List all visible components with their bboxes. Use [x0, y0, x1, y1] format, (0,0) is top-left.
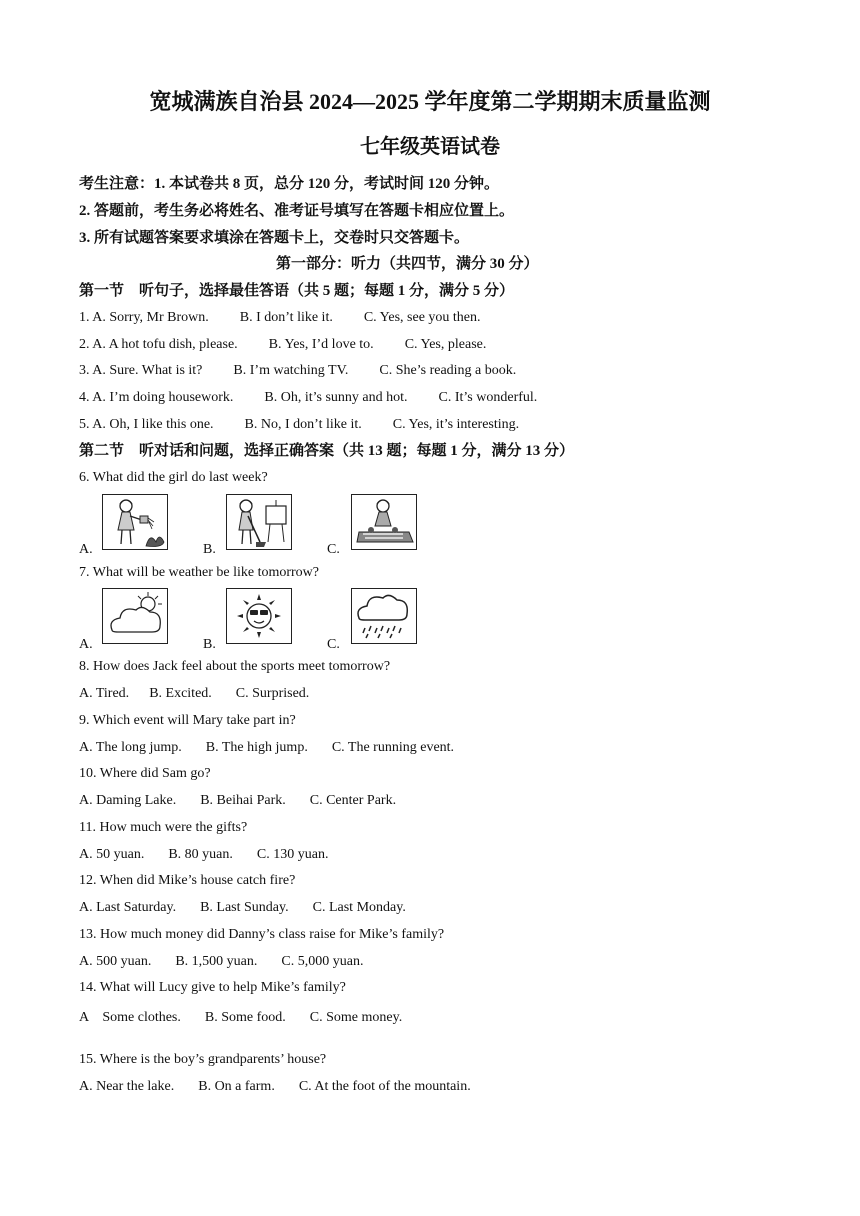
q1-option-a: 1. A. Sorry, Mr Brown. [79, 310, 209, 325]
q15-options [79, 1078, 471, 1096]
q6-question: 6. What did the girl do last week? [79, 470, 268, 485]
q4-option-c: C. It’s wonderful. [438, 390, 538, 405]
q5-option-b: B. No, I don’t like it. [244, 417, 362, 432]
q6-label-c: C. [327, 542, 340, 557]
q8-option-a: A. Tired. [79, 686, 130, 701]
q9-option-c: C. The running event. [331, 740, 455, 755]
q8-question: 8. How does Jack feel about the sports meet tomorrow? [79, 659, 391, 674]
girl-watering-plants-icon [102, 494, 168, 550]
q14-option-c: C. Some money. [309, 1010, 403, 1025]
q1-option-c: C. Yes, see you then. [363, 310, 481, 325]
q11-options [79, 846, 328, 864]
girl-sweeping-icon [226, 494, 292, 550]
q1-row [79, 309, 481, 327]
note-1: 考生注意：1. 本试卷共 8 页，总分 120 分，考试时间 120 分钟。 [79, 176, 500, 192]
q4-option-b: B. Oh, it’s sunny and hot. [264, 390, 408, 405]
section1-heading: 第一节 听句子，选择最佳答语（共 5 题；每题 1 分，满分 5 分） [79, 283, 515, 299]
q15-option-b: B. On a farm. [198, 1079, 275, 1094]
q12-question: 12. When did Mike’s house catch fire? [79, 873, 296, 888]
q12-option-b: B. Last Sunday. [200, 900, 289, 915]
q10-option-b: B. Beihai Park. [200, 793, 286, 808]
q14-options [79, 1009, 402, 1027]
q5-option-c: C. Yes, it’s interesting. [392, 417, 520, 432]
q11-option-b: B. 80 yuan. [168, 847, 233, 862]
q10-question: 10. Where did Sam go? [79, 766, 211, 781]
q11-question: 11. How much were the gifts? [79, 820, 248, 835]
q1-option-b: B. I don’t like it. [239, 310, 333, 325]
q15-option-a: A. Near the lake. [79, 1079, 175, 1094]
q7-label-b: B. [203, 637, 216, 652]
q11-option-c: C. 130 yuan. [256, 847, 329, 862]
q3-option-c: C. She’s reading a book. [379, 363, 517, 378]
q13-options [79, 953, 363, 971]
q2-option-b: B. Yes, I’d love to. [268, 337, 374, 352]
q7-label-a: A. [79, 637, 93, 652]
q11-option-a: A. 50 yuan. [79, 847, 145, 862]
q5-row [79, 416, 519, 434]
note-3: 3. 所有试题答案要求填涂在答题卡上，交卷时只交答题卡。 [79, 230, 470, 246]
q6-label-b: B. [203, 542, 216, 557]
q3-row [79, 362, 516, 380]
q10-option-c: C. Center Park. [309, 793, 397, 808]
q2-option-c: C. Yes, please. [404, 337, 487, 352]
part1-heading: 第一部分：听力（共四节，满分 30 分） [276, 256, 539, 272]
q13-option-b: B. 1,500 yuan. [175, 954, 258, 969]
note-2: 2. 答题前，考生务必将姓名、准考证号填写在答题卡相应位置上。 [79, 203, 515, 219]
q12-option-c: C. Last Monday. [312, 900, 406, 915]
cloudy-sun-icon [102, 588, 168, 644]
q9-options [79, 739, 454, 757]
q14-question: 14. What will Lucy give to help Mike’s family? [79, 980, 346, 995]
q14-option-b: B. Some food. [204, 1010, 286, 1025]
q2-row [79, 336, 486, 354]
exam-title: 宽城满族自治县 2024—2025 学年度第二学期期末质量监测 [149, 89, 711, 114]
q15-option-c: C. At the foot of the mountain. [298, 1079, 471, 1094]
q3-option-a: 3. A. Sure. What is it? [79, 363, 203, 378]
q8-options [79, 685, 309, 703]
q8-option-c: C. Surprised. [235, 686, 310, 701]
exam-subtitle: 七年级英语试卷 [360, 136, 500, 158]
sunny-icon [226, 588, 292, 644]
section2-heading: 第二节 听对话和问题，选择正确答案（共 13 题；每题 1 分，满分 13 分） [79, 443, 575, 459]
q13-option-c: C. 5,000 yuan. [281, 954, 364, 969]
q4-row [79, 389, 537, 407]
q13-question: 13. How much money did Danny’s class raise for Mike’s family? [79, 927, 445, 942]
q5-option-a: 5. A. Oh, I like this one. [79, 417, 214, 432]
rainy-cloud-icon [351, 588, 417, 644]
q9-option-a: A. The long jump. [79, 740, 182, 755]
q12-option-a: A. Last Saturday. [79, 900, 177, 915]
q9-question: 9. Which event will Mary take part in? [79, 713, 296, 728]
q8-option-b: B. Excited. [149, 686, 212, 701]
q4-option-a: 4. A. I’m doing housework. [79, 390, 234, 405]
q13-option-a: A. 500 yuan. [79, 954, 152, 969]
q7-question: 7. What will be weather be like tomorrow? [79, 565, 319, 580]
q6-label-a: A. [79, 542, 93, 557]
q9-option-b: B. The high jump. [205, 740, 308, 755]
girl-cooking-icon [351, 494, 417, 550]
q7-label-c: C. [327, 637, 340, 652]
q14-option-a: A Some clothes. [79, 1010, 181, 1025]
q3-option-b: B. I’m watching TV. [233, 363, 349, 378]
q12-options [79, 899, 406, 917]
q10-options [79, 792, 396, 810]
q15-question: 15. Where is the boy’s grandparents’ house? [79, 1052, 327, 1067]
q2-option-a: 2. A. A hot tofu dish, please. [79, 337, 238, 352]
q10-option-a: A. Daming Lake. [79, 793, 177, 808]
